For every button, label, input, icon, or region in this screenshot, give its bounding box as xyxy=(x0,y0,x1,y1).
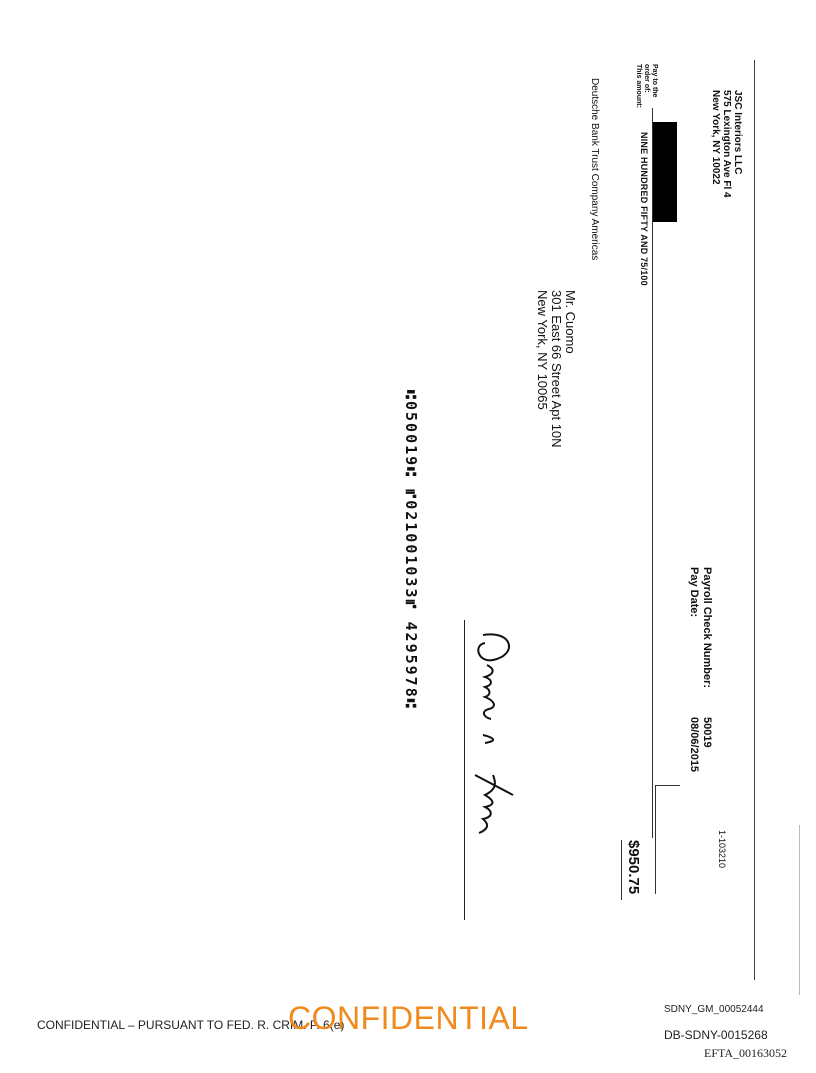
payee-address2: New York, NY 10065 xyxy=(535,290,550,410)
amount-value: $950.75 xyxy=(625,840,642,895)
micr-line: ⑆050019⑆ ⑈021001033⑈ 4295978⑆ xyxy=(402,390,420,710)
check-image xyxy=(402,60,805,980)
redaction-box xyxy=(653,122,677,222)
amount-in-words: NINE HUNDRED FIFTY AND 75/100 xyxy=(639,132,649,286)
confidential-stamp: CONFIDENTIAL xyxy=(288,1000,529,1036)
check-number-label: Payroll Check Number: xyxy=(701,567,713,689)
check-top-rule xyxy=(754,60,755,980)
pay-date-label: Pay Date: xyxy=(688,567,700,618)
footer-confidential-notice: CONFIDENTIAL – PURSUANT TO FED. R. CRIM. P. 6(e) xyxy=(37,1018,345,1032)
payer-address1: 575 Lexington Ave Fl 4 xyxy=(721,90,732,198)
bates-number-1: SDNY_GM_00052444 xyxy=(664,1004,764,1015)
check-meta xyxy=(687,567,713,772)
signature-line xyxy=(464,620,465,920)
pay-to-line1: Pay to the xyxy=(651,64,658,98)
amount-underline xyxy=(621,840,622,900)
payer-name: JSC Interiors LLC xyxy=(732,90,743,175)
payee-line xyxy=(652,108,653,838)
scan-edge xyxy=(799,825,800,995)
pay-to-line2: order of: xyxy=(643,64,650,93)
payee-address1: 301 East 66 Street Apt 10N xyxy=(549,290,564,448)
payer-address2: New York, NY 10022 xyxy=(710,90,721,185)
pay-to-label xyxy=(634,64,658,108)
pay-to-line3: This amount: xyxy=(635,64,642,108)
payer-block xyxy=(710,90,743,198)
amount-box xyxy=(655,785,680,894)
check-number: 50019 xyxy=(701,717,713,748)
bates-number-3: EFTA_00163052 xyxy=(704,1046,788,1060)
signature-graphic xyxy=(467,625,523,905)
routing-fraction: 1-103210 xyxy=(717,830,727,869)
bates-number-2: DB-SDNY-0015268 xyxy=(664,1028,768,1042)
payee-name: Mr. Cuomo xyxy=(563,290,578,354)
pay-date: 08/06/2015 xyxy=(688,717,700,773)
bank-name: Deutsche Bank Trust Company Americas xyxy=(589,78,600,261)
payee-block xyxy=(535,290,577,448)
